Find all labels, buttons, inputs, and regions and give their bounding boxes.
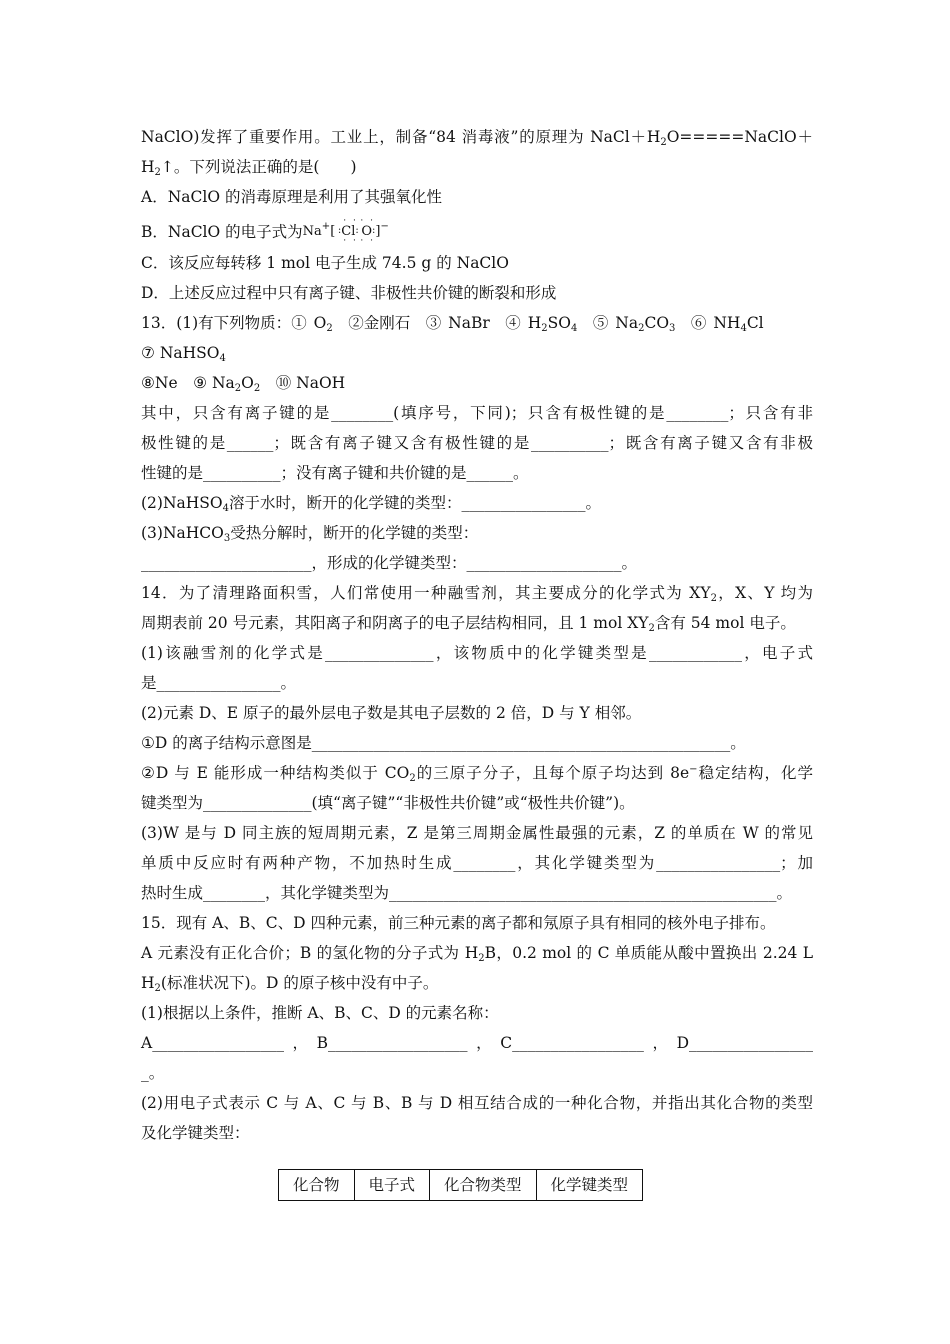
q14-line9: (3)W 是与 D 同主族的短周期元素，Z 是第三周期金属性最强的元素，Z 的单质在 W 的常见 xyxy=(141,824,813,842)
q12-option-c: C．该反应每转移 1 mol 电子生成 74.5 g 的 NaClO xyxy=(141,254,509,272)
q15-line3: $H_2$(标准状况下)。D 的原子核中没有中子。 xyxy=(141,974,439,994)
q15-line1: 15．现有 A、B、C、D 四种元素，前三种元素的离子都和氖原子具有相同的核外电子排布。 xyxy=(141,914,776,932)
document-page xyxy=(141,122,813,1148)
q15-line7: (2)用电子式表示 C 与 A、C 与 B、B 与 D 相互结合成的一种化合物，并指出其化合物的类型 xyxy=(141,1094,813,1112)
table-header-compound: 化合物 xyxy=(279,1170,355,1201)
q13-substances-line3: ⑧Ne ⑨ $Na_2O_2$ ⑩ NaOH xyxy=(141,374,346,394)
q13-part3-blanks: ______________________，形成的化学键类型：____________________。 xyxy=(141,554,638,572)
q13-blanks-line3: 性键的是__________；没有离子键和共价键的是______。 xyxy=(141,464,529,482)
naclo-electron-formula: Na+[ : · · Cl · · : · · O · · :]− xyxy=(302,216,389,246)
q12-option-b: B．NaClO 的电子式为Na+[ : · · Cl · · : · · O · · :]− xyxy=(141,216,389,246)
q14-line3: (1)该融雪剂的化学式是______________，该物质中的化学键类型是____________，电子式 xyxy=(141,644,813,662)
q12-option-d: D．上述反应过程中只有离子键、非极性共价键的断裂和形成 xyxy=(141,284,557,302)
q13-blanks-line1: 其中，只含有离子键的是________(填序号，下同)；只含有极性键的是________；只含有非 xyxy=(141,404,813,422)
q13-blanks-line2: 极性键的是______；既含有离子键又含有极性键的是__________；既含有离子键又含有非极 xyxy=(141,434,813,452)
compound-table xyxy=(278,1169,643,1201)
q15-line2: A 元素没有正化合价；B 的氢化物的分子式为 $H_2B$，0.2 mol 的 C 单质能从酸中置换出 2.24 L xyxy=(141,944,813,964)
q15-line5: A_________________，B__________________，C_________________，D________________ xyxy=(141,1034,813,1052)
q13-part3: (3)NaHCO$_3$受热分解时，断开的化学键的类型： xyxy=(141,524,479,544)
q14-line10: 单质中反应时有两种产物，不加热时生成________，其化学键类型为________________；加 xyxy=(141,854,813,872)
q14-line11: 热时生成________，其化学键类型为__________________________________________________。 xyxy=(141,884,793,902)
table-header-row xyxy=(279,1170,643,1201)
q14-line6: ①D 的离子结构示意图是______________________________________________________。 xyxy=(141,734,746,752)
q12-option-a: A．NaClO 的消毒原理是利用了其强氧化性 xyxy=(141,188,442,206)
q14-line5: (2)元素 D、E 原子的最外层电子数是其电子层数的 2 倍，D 与 Y 相邻。 xyxy=(141,704,642,722)
table-header-electron-formula: 电子式 xyxy=(354,1170,430,1201)
q15-line8: 及化学键类型： xyxy=(141,1124,250,1142)
q12-line2: $H_2↑$。下列说法正确的是( ) xyxy=(141,158,357,178)
q13-substances-line1: 13．(1)有下列物质：① $O_2$ ②金刚石 ③ NaBr ④ $H_2SO_4$ ⑤ $Na_2CO_3$ ⑥ $NH_4Cl$ xyxy=(141,314,764,334)
q14-line7: ②D 与 E 能形成一种结构类似于 $CO_2$的三原子分子，且每个原子均达到 8e−稳定结构，化学 xyxy=(141,764,813,784)
q12-line1: NaClO)发挥了重要作用。工业上，制备“84 消毒液”的原理为 $NaCl+H_2O=====NaClO+$ xyxy=(141,128,813,148)
q13-substances-line2: ⑦ NaHSO$_4$ xyxy=(141,344,226,364)
q13-part2: (2)NaHSO$_4$溶于水时，断开的化学键的类型：________________。 xyxy=(141,494,601,514)
q14-line2: 周期表前 20 号元素，其阳离子和阴离子的电子层结构相同，且 1 mol $XY_2$含有 54 mol 电子。 xyxy=(141,614,796,634)
q15-line4: (1)根据以上条件，推断 A、B、C、D 的元素名称： xyxy=(141,1004,499,1022)
table-header-bond-type: 化学键类型 xyxy=(536,1170,643,1201)
q14-line4: 是________________。 xyxy=(141,674,297,692)
q14-line8: 键类型为______________(填“离子键”“非极性共价键”或“极性共价键”)。 xyxy=(141,794,635,812)
q14-line1: 14．为了清理路面积雪，人们常使用一种融雪剂，其主要成分的化学式为 $XY_2$，X、Y 均为 xyxy=(141,584,813,604)
table-header-compound-type: 化合物类型 xyxy=(430,1170,537,1201)
q15-line6: _。 xyxy=(141,1064,165,1082)
